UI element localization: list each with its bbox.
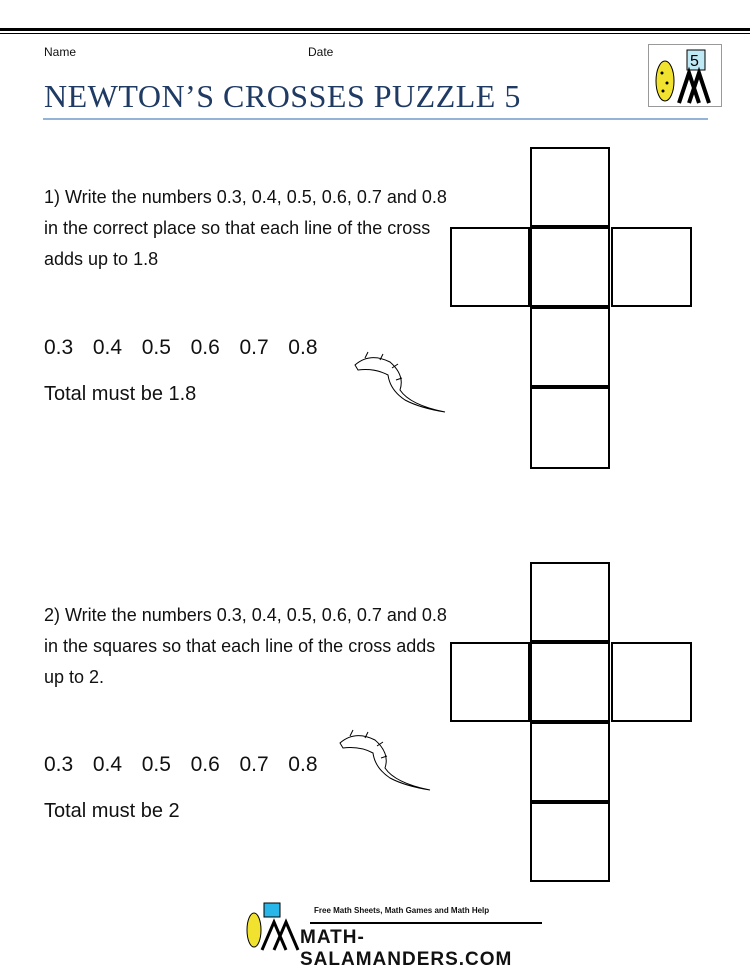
footer-rule — [310, 922, 542, 924]
cross-square[interactable] — [530, 802, 610, 882]
grade-logo — [648, 44, 722, 107]
cross-square[interactable] — [611, 227, 692, 307]
name-label: Name — [44, 45, 77, 59]
salamander-icon — [335, 728, 435, 793]
title-underline — [43, 118, 708, 120]
cross-square[interactable] — [450, 227, 530, 307]
footer-logo — [242, 900, 542, 970]
puzzle-2-numbers: 0.3 0.4 0.5 0.6 0.7 0.8 — [44, 753, 318, 776]
top-border — [0, 28, 750, 34]
puzzle-1-instruction: 1) Write the numbers 0.3, 0.4, 0.5, 0.6, 0.7 and 0.8 in the correct place so that each line of the cross adds up to 1.8 — [44, 187, 447, 269]
footer-site: MATH-SALAMANDERS.COM — [300, 927, 513, 970]
puzzle-2-total: Total must be 2 — [44, 800, 180, 822]
puzzle-1-total: Total must be 1.8 — [44, 383, 197, 405]
puzzle-2-instruction: 2) Write the numbers 0.3, 0.4, 0.5, 0.6, 0.7 and 0.8 in the squares so that each line of the cross adds up to 2. — [44, 605, 447, 687]
cross-square[interactable] — [530, 227, 610, 307]
cross-square[interactable] — [611, 642, 692, 722]
footer-tagline: Free Math Sheets, Math Games and Math Help — [314, 906, 490, 915]
cross-square[interactable] — [530, 642, 610, 722]
puzzle-1-numbers: 0.3 0.4 0.5 0.6 0.7 0.8 — [44, 336, 318, 359]
cross-square[interactable] — [530, 147, 610, 227]
page-title: NEWTON’S CROSSES PUZZLE 5 — [44, 78, 521, 114]
salamander-icon — [350, 350, 450, 415]
cross-square[interactable] — [530, 562, 610, 642]
date-label: Date — [308, 45, 334, 59]
logo-number: 5 — [690, 53, 699, 70]
cross-square[interactable] — [530, 307, 610, 387]
cross-square[interactable] — [450, 642, 530, 722]
cross-square[interactable] — [530, 387, 610, 469]
cross-square[interactable] — [530, 722, 610, 802]
